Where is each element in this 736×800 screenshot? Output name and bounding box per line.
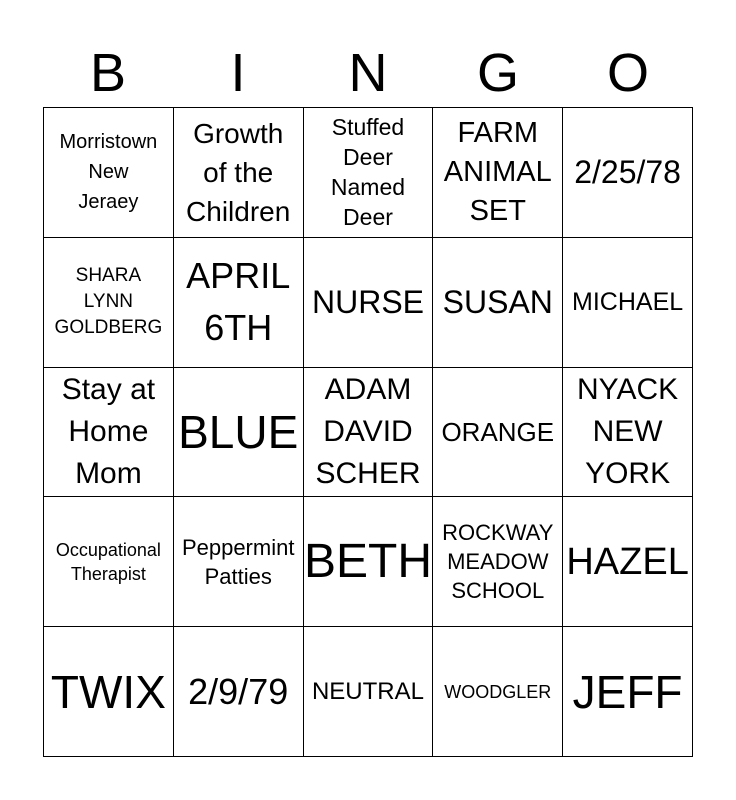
bingo-cell-r1-c5[interactable]	[563, 108, 693, 238]
header-letter-b: B	[89, 43, 127, 103]
bingo-cell-text: Occupational Therapist	[55, 539, 161, 584]
bingo-cell-r2-c4[interactable]	[433, 238, 563, 368]
bingo-cell-r4-c3[interactable]	[304, 497, 434, 627]
header-letter-g: G	[476, 43, 519, 103]
bingo-cell-text: TWIX	[50, 665, 166, 718]
bingo-cell-r5-c4[interactable]	[433, 627, 563, 757]
bingo-cell-r4-c5[interactable]	[563, 497, 693, 627]
bingo-cell-r2-c1[interactable]	[44, 238, 174, 368]
bingo-cell-text: SHARA LYNN GOLDBERG	[54, 265, 163, 339]
bingo-cell-text: MICHAEL	[572, 288, 684, 317]
header-letter-i: I	[230, 43, 246, 103]
bingo-cell-r1-c1[interactable]	[44, 108, 174, 238]
bingo-cell-r5-c2[interactable]	[174, 627, 304, 757]
bingo-cell-r2-c5[interactable]	[563, 238, 693, 368]
bingo-cell-text: APRIL 6TH	[186, 255, 291, 349]
bingo-cell-r3-c4[interactable]	[433, 368, 563, 498]
bingo-cell-text: NEUTRAL	[311, 677, 424, 705]
bingo-cell-text: BETH	[303, 534, 432, 588]
bingo-cell-r4-c1[interactable]	[44, 497, 174, 627]
bingo-cell-text: Growth of the Children	[186, 117, 291, 227]
bingo-cell-text: SUSAN	[442, 284, 553, 321]
bingo-cell-text: Morristown New Jeraey	[59, 131, 158, 214]
header-letter-n: N	[348, 43, 388, 103]
bingo-cell-text: ROCKWAY MEADOW SCHOOL	[442, 520, 554, 604]
bingo-cell-text: Stay at Home Mom	[61, 372, 156, 490]
bingo-cell-text: FARM ANIMAL SET	[443, 116, 552, 227]
bingo-cell-text: HAZEL	[566, 540, 689, 583]
bingo-cell-text: ADAM DAVID SCHER	[315, 372, 421, 490]
bingo-cell-r1-c3[interactable]	[304, 108, 434, 238]
bingo-cell-text: Stuffed Deer Named Deer	[330, 114, 406, 231]
bingo-cell-r1-c4[interactable]	[433, 108, 563, 238]
bingo-cell-text: WOODGLER	[444, 681, 552, 702]
header-letter-o: O	[606, 43, 649, 103]
bingo-cell-r3-c1[interactable]	[44, 368, 174, 498]
bingo-cell-r3-c2[interactable]	[174, 368, 304, 498]
bingo-cell-text: BLUE	[178, 405, 299, 458]
bingo-cell-r5-c3[interactable]	[304, 627, 434, 757]
bingo-cell-r1-c2[interactable]	[174, 108, 304, 238]
bingo-cell-r5-c1[interactable]	[44, 627, 174, 757]
bingo-cell-r4-c4[interactable]	[433, 497, 563, 627]
bingo-cell-r3-c5[interactable]	[563, 368, 693, 498]
bingo-cell-text: JEFF	[572, 665, 683, 718]
bingo-cell-text: NURSE	[311, 284, 424, 321]
bingo-cell-text: ORANGE	[441, 416, 555, 447]
bingo-cell-text: 2/25/78	[574, 154, 681, 191]
bingo-cell-text: NYACK NEW YORK	[577, 372, 679, 490]
bingo-board	[43, 107, 693, 757]
bingo-cell-r3-c3[interactable]	[304, 368, 434, 498]
bingo-cell-r5-c5[interactable]	[563, 627, 693, 757]
bingo-header	[43, 40, 693, 106]
bingo-cell-text: 2/9/79	[188, 670, 289, 712]
bingo-cell-r2-c3[interactable]	[304, 238, 434, 368]
bingo-cell-r2-c2[interactable]	[174, 238, 304, 368]
bingo-cell-text: Peppermint Patties	[181, 534, 295, 589]
bingo-cell-r4-c2[interactable]	[174, 497, 304, 627]
